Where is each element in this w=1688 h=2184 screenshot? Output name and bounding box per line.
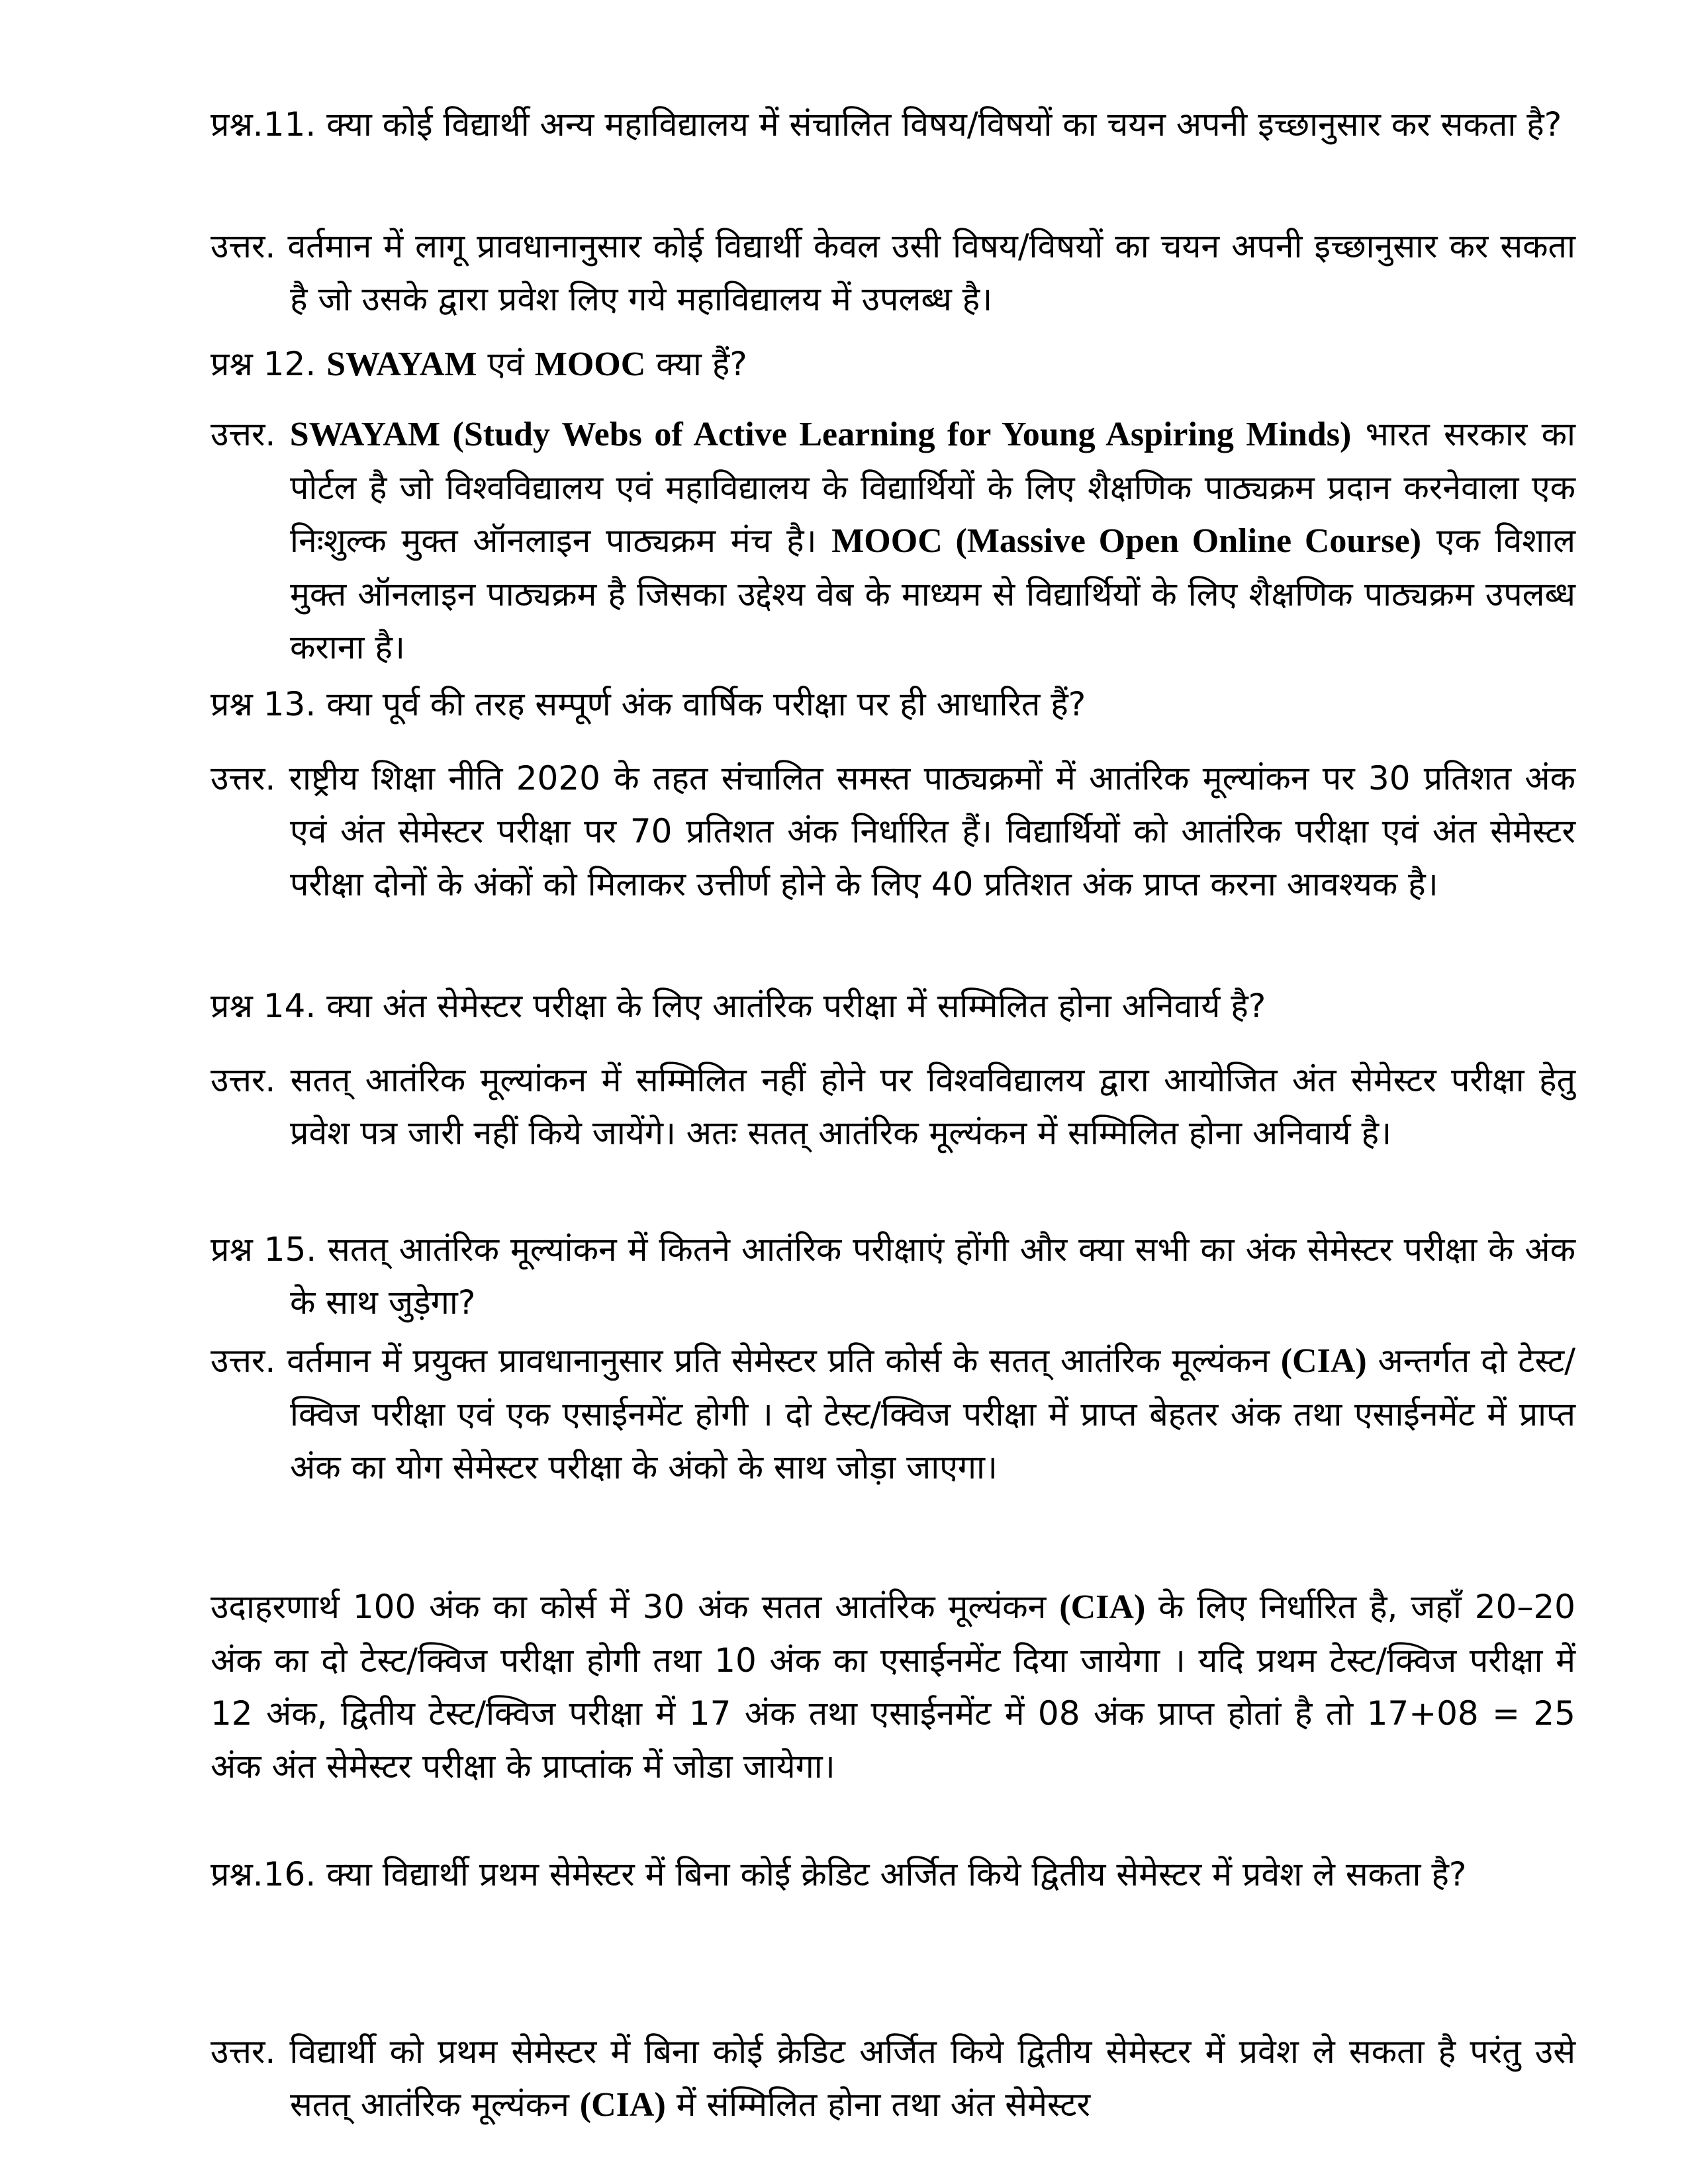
block-text: सतत् आतंरिक मूल्यांकन में कितने आतंरिक परीक्षाएं होंगी और क्या सभी का अंक सेमेस्टर परीक्षा के अंक के साथ जुड़ेगा?	[290, 1230, 1575, 1322]
latin-term: (CIA)	[1280, 1342, 1367, 1380]
block-label: उत्तर.	[211, 2032, 276, 2071]
block-text: उदाहरणार्थ 100 अंक का कोर्स में 30 अंक सतत आतंरिक मूल्यंकन	[211, 1588, 1060, 1626]
answer-12	[211, 408, 1575, 674]
answer-11	[211, 220, 1575, 326]
block-text	[316, 345, 326, 383]
block-text: विद्यार्थी को प्रथम सेमेस्टर में बिना कोई क्रेडिट अर्जित किये द्वितीय सेमेस्टर में प्रवेश ले सकता है परंतु उसे सतत् आतंरिक मूल्यंकन	[275, 2032, 1575, 2124]
latin-term: MOOC (Massive Open Online Course)	[831, 522, 1422, 560]
question-14	[211, 979, 1575, 1032]
question-12	[211, 338, 1575, 391]
block-text: एवं	[477, 345, 535, 383]
block-text: राष्ट्रीय शिक्षा नीति 2020 के तहत संचालित समस्त पाठ्यक्रमों में आतंरिक मूल्यांकन पर 30 प्रतिशत अंक एवं अंत सेमेस्टर परीक्षा पर 70 प्रतिशत अंक निर्धारित हैं। विद्यार्थियों को आतंरिक परीक्षा एवं अंत सेमेस्टर परीक्षा दोनों के अंकों को मिलाकर उत्तीर्ण होने के लिए 40 प्रतिशत अंक प्राप्त करना आवश्यक है।	[275, 759, 1575, 903]
question-16	[211, 1848, 1575, 1901]
block-label: उत्तर.	[211, 759, 276, 797]
block-label: प्रश्न 13.	[211, 685, 316, 723]
block-label: प्रश्न.11.	[211, 105, 316, 144]
answer-16	[211, 2025, 1575, 2132]
block-text: के लिए निर्धारित है, जहाँ 20–20 अंक का दो टेस्ट/क्विज परीक्षा होगी तथा 10 अंक का एसाईनमेंट दिया जायेगा । यदि प्रथम टेस्ट/क्विज परीक्षा में 12 अंक, द्वितीय टेस्ट/क्विज परीक्षा में 17 अंक तथा एसाईनमेंट में 08 अंक प्राप्त होतां है तो 17+08 = 25 अंक अंत सेमेस्टर परीक्षा के प्राप्तांक में जोडा जायेगा।	[211, 1588, 1575, 1786]
block-text: वर्तमान में लागू प्रावधानानुसार कोई विद्यार्थी केवल उसी विषय/विषयों का चयन अपनी इच्छानुसार कर सकता है जो उसके द्वारा प्रवेश लिए गये महाविद्यालय में उपलब्ध है।	[275, 227, 1575, 318]
block-label: उत्तर.	[211, 415, 276, 453]
block-text: क्या अंत सेमेस्टर परीक्षा के लिए आतंरिक परीक्षा में सम्मिलित होना अनिवार्य है?	[316, 987, 1266, 1025]
latin-term: (CIA)	[579, 2086, 666, 2124]
example-15	[211, 1580, 1575, 1793]
block-text: सतत् आतंरिक मूल्यांकन में सम्मिलित नहीं होने पर विश्वविद्यालय द्वारा आयोजित अंत सेमेस्टर परीक्षा हेतु प्रवेश पत्र जारी नहीं किये जायेंगे। अतः सतत् आतंरिक मूल्यंकन में सम्मिलित होना अनिवार्य है।	[275, 1061, 1575, 1152]
block-text	[275, 415, 289, 453]
block-text: क्या पूर्व की तरह सम्पूर्ण अंक वार्षिक परीक्षा पर ही आधारित हैं?	[316, 685, 1086, 723]
block-label: प्रश्न.16.	[211, 1855, 316, 1893]
block-label: प्रश्न 14.	[211, 987, 316, 1025]
latin-term: MOOC	[534, 345, 646, 383]
block-text: वर्तमान में प्रयुक्त प्रावधानानुसार प्रति सेमेस्टर प्रति कोर्स के सतत् आतंरिक मूल्यंकन	[275, 1342, 1281, 1380]
block-label: प्रश्न 12.	[211, 345, 316, 383]
latin-term: SWAYAM (Study Webs of Active Learning for Young Aspiring Minds)	[289, 416, 1352, 453]
answer-14	[211, 1054, 1575, 1160]
block-text: एक विशाल मुक्त ऑनलाइन पाठ्यक्रम है जिसका उद्देश्य वेब के माध्यम से विद्यार्थियों के लिए शैक्षणिक पाठ्यक्रम उपलब्ध कराना है।	[290, 522, 1575, 666]
question-11	[211, 98, 1575, 151]
block-label: उत्तर.	[211, 227, 276, 265]
block-label: उत्तर.	[211, 1061, 276, 1099]
block-text: क्या हैं?	[645, 345, 747, 383]
block-label: उत्तर.	[211, 1342, 276, 1380]
block-text: क्या कोई विद्यार्थी अन्य महाविद्यालय में संचालित विषय/विषयों का चयन अपनी इच्छानुसार कर सकता है?	[316, 105, 1562, 144]
block-text: भारत सरकार का पोर्टल है जो विश्वविद्यालय एवं महाविद्यालय के विद्यार्थियों के लिए शैक्षणिक पाठ्यक्रम प्रदान करनेवाला एक निःशुल्क मुक्त ऑनलाइन पाठ्यक्रम मंच है।	[290, 415, 1575, 560]
latin-term: SWAYAM	[326, 345, 477, 383]
block-label: प्रश्न 15.	[211, 1230, 317, 1269]
question-15	[211, 1223, 1575, 1329]
question-13	[211, 678, 1575, 731]
answer-13	[211, 752, 1575, 911]
answer-15	[211, 1334, 1575, 1494]
block-text: में संम्मिलित होना तथा अंत सेमेस्टर	[665, 2085, 1091, 2124]
block-text: क्या विद्यार्थी प्रथम सेमेस्टर में बिना कोई क्रेडिट अर्जित किये द्वितीय सेमेस्टर में प्रवेश ले सकता है?	[316, 1855, 1467, 1893]
latin-term: (CIA)	[1059, 1588, 1146, 1626]
block-text: अन्तर्गत दो टेस्ट/क्विज परीक्षा एवं एक एसाईनमेंट होगी । दो टेस्ट/क्विज परीक्षा में प्राप्त बेहतर अंक तथा एसाईनमेंट में प्राप्त अंक का योग सेमेस्टर परीक्षा के अंको के साथ जोड़ा जाएगा।	[290, 1342, 1575, 1486]
